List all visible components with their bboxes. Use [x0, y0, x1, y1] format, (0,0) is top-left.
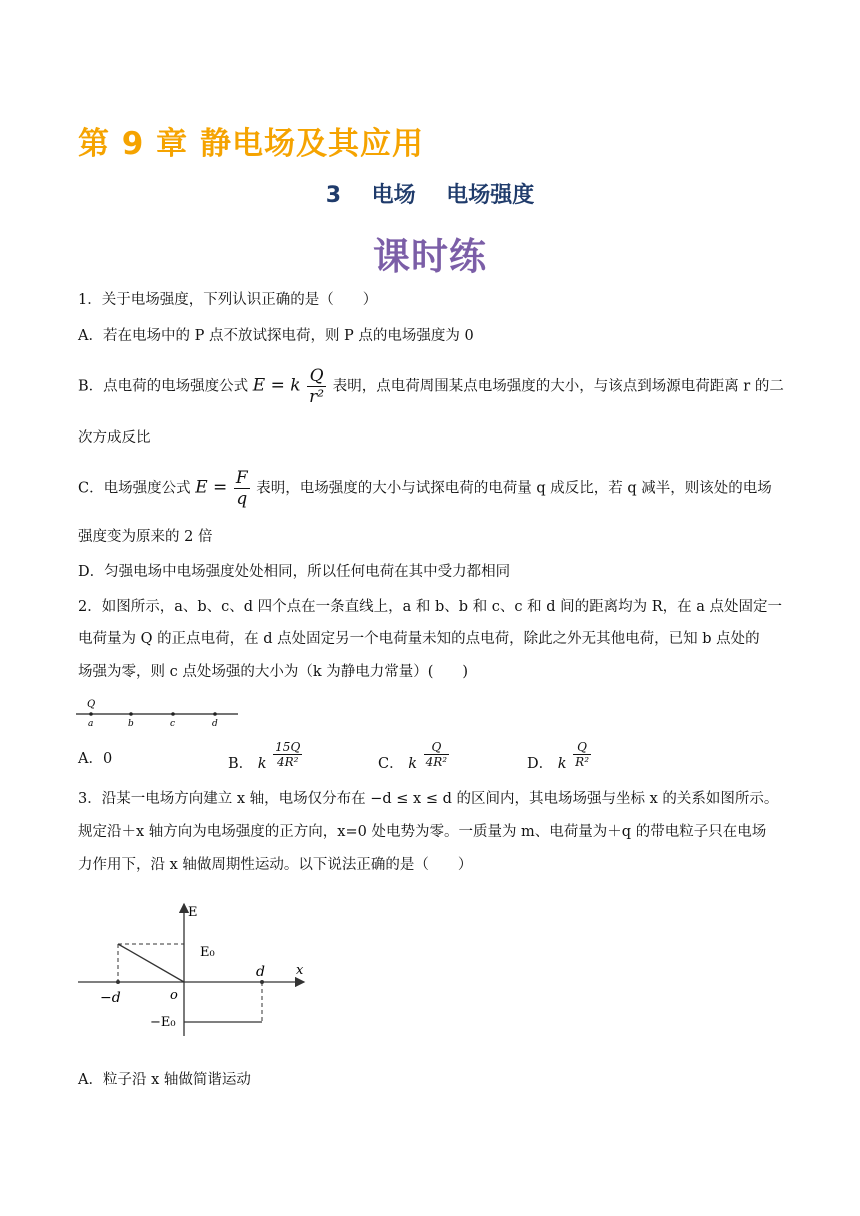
q2-point-d-label: d	[212, 719, 218, 729]
section-title: 3 电场 电场强度	[325, 183, 535, 208]
q2-b-fraction	[273, 740, 302, 769]
q3-line-3: 力作用下，沿 x 轴做周期性运动。以下说法正确的是（ ）	[78, 857, 473, 873]
q1-b-prefix: B．点电荷的电场强度公式	[78, 378, 249, 395]
q2-b-k: k	[257, 755, 267, 772]
q3-y-axis-label: E	[188, 905, 198, 920]
q1-c-suffix: 表明，电场强度的大小与试探电荷的电荷量 q 成反比，若 q 减半，则该处的电场	[256, 480, 772, 497]
q2-line-3: 场强为零，则 c 点处场强的大小为（k 为静电力常量）( )	[78, 664, 469, 680]
q2-point-a-label: a	[88, 719, 94, 729]
q1-c-fraction	[234, 468, 250, 509]
q3-origin-label: o	[170, 988, 178, 1003]
q2-b-denominator: 4R²	[276, 755, 299, 769]
q2-b-numerator: 15Q	[275, 740, 301, 754]
q2-line-figure	[76, 694, 246, 730]
q2-charge-label: Q	[87, 699, 96, 710]
q2-point-d-dot	[213, 712, 217, 716]
q2-point-b-dot	[129, 712, 133, 716]
q1-option-a: A．若在电场中的 P 点不放试探电荷，则 P 点的电场强度为 0	[78, 328, 474, 344]
q3-line-2: 规定沿＋x 轴方向为电场强度的正方向，x=0 处电势为零。一质量为 m、电荷量为＋q 的带电粒子只在电场	[78, 824, 767, 840]
q2-line-2: 电荷量为 Q 的正点电荷，在 d 点处固定另一个电荷量未知的点电荷，除此之外无其他电荷，已知 b 点处的	[78, 631, 760, 647]
q2-point-c-dot	[171, 712, 175, 716]
q2-point-c-label: c	[170, 719, 176, 729]
q3-field-graph	[76, 898, 316, 1038]
q1-option-d: D．匀强电场中电场强度处处相同，所以任何电荷在其中受力都相同	[78, 564, 511, 580]
q1-option-b-cont: 次方成反比	[78, 430, 151, 446]
lesson-title: 课时练	[373, 235, 487, 278]
q3-d-label: d	[256, 964, 265, 980]
q3-x-axis-label: x	[296, 963, 304, 978]
q1-option-c-cont: 强度变为原来的 2 倍	[78, 529, 213, 545]
q3-d-point	[260, 980, 264, 984]
q3-line-1: 3．沿某一电场方向建立 x 轴，电场仅分布在 −d ≤ x ≤ d 的区间内，其电场场强与坐标 x 的关系如图所示。	[78, 791, 779, 807]
q1-c-numerator: F	[235, 468, 248, 488]
q3-e0-label: E₀	[200, 945, 215, 960]
q1-b-formula-lhs: E = k	[252, 375, 301, 396]
q2-d-denominator: R²	[575, 755, 590, 769]
q1-c-prefix: C．电场强度公式	[78, 480, 191, 497]
q1-b-denominator: r²	[309, 387, 325, 407]
q2-point-a-dot	[89, 712, 93, 716]
q3-neg-d-label: −d	[100, 990, 121, 1006]
q3-neg-e0-label: −E₀	[150, 1015, 176, 1030]
q2-c-k: k	[408, 755, 418, 772]
q2-b-label: B．	[228, 755, 254, 772]
q1-c-formula-lhs: E =	[195, 477, 228, 498]
q1-option-b	[78, 366, 784, 407]
q1-b-fraction	[307, 366, 326, 407]
q2-d-numerator: Q	[573, 740, 591, 755]
q2-option-b	[228, 740, 304, 772]
q2-d-fraction	[573, 740, 591, 769]
q2-option-d	[527, 740, 593, 772]
q2-d-label: D．	[527, 755, 554, 772]
q2-c-denominator: 4R²	[425, 755, 448, 769]
q3-neg-d-point	[116, 980, 120, 984]
q3-option-a: A．粒子沿 x 轴做简谐运动	[78, 1072, 251, 1088]
q2-c-numerator: Q	[424, 740, 449, 755]
q2-option-c	[378, 740, 451, 772]
q2-c-label: C．	[378, 755, 404, 772]
q1-b-numerator: Q	[307, 366, 326, 387]
q2-line-1: 2．如图所示，a、b、c、d 四个点在一条直线上，a 和 b、b 和 c、c 和 d 间的距离均为 R，在 a 点处固定一	[78, 599, 783, 615]
q1-stem: 1．关于电场强度，下列认识正确的是（ ）	[78, 292, 378, 308]
q2-point-b-label: b	[128, 719, 134, 729]
q1-c-denominator: q	[236, 489, 248, 509]
chapter-title: 第 9 章 静电场及其应用	[78, 126, 424, 162]
q2-options	[78, 740, 778, 776]
q1-b-suffix: 表明，点电荷周围某点电场强度的大小，与该点到场源电荷距离 r 的二	[332, 378, 784, 395]
q2-option-a: A．0	[78, 751, 113, 767]
q2-c-fraction	[424, 740, 449, 769]
q2-d-k: k	[557, 755, 567, 772]
q3-field-line-left	[118, 944, 184, 982]
q1-option-c	[78, 468, 772, 509]
